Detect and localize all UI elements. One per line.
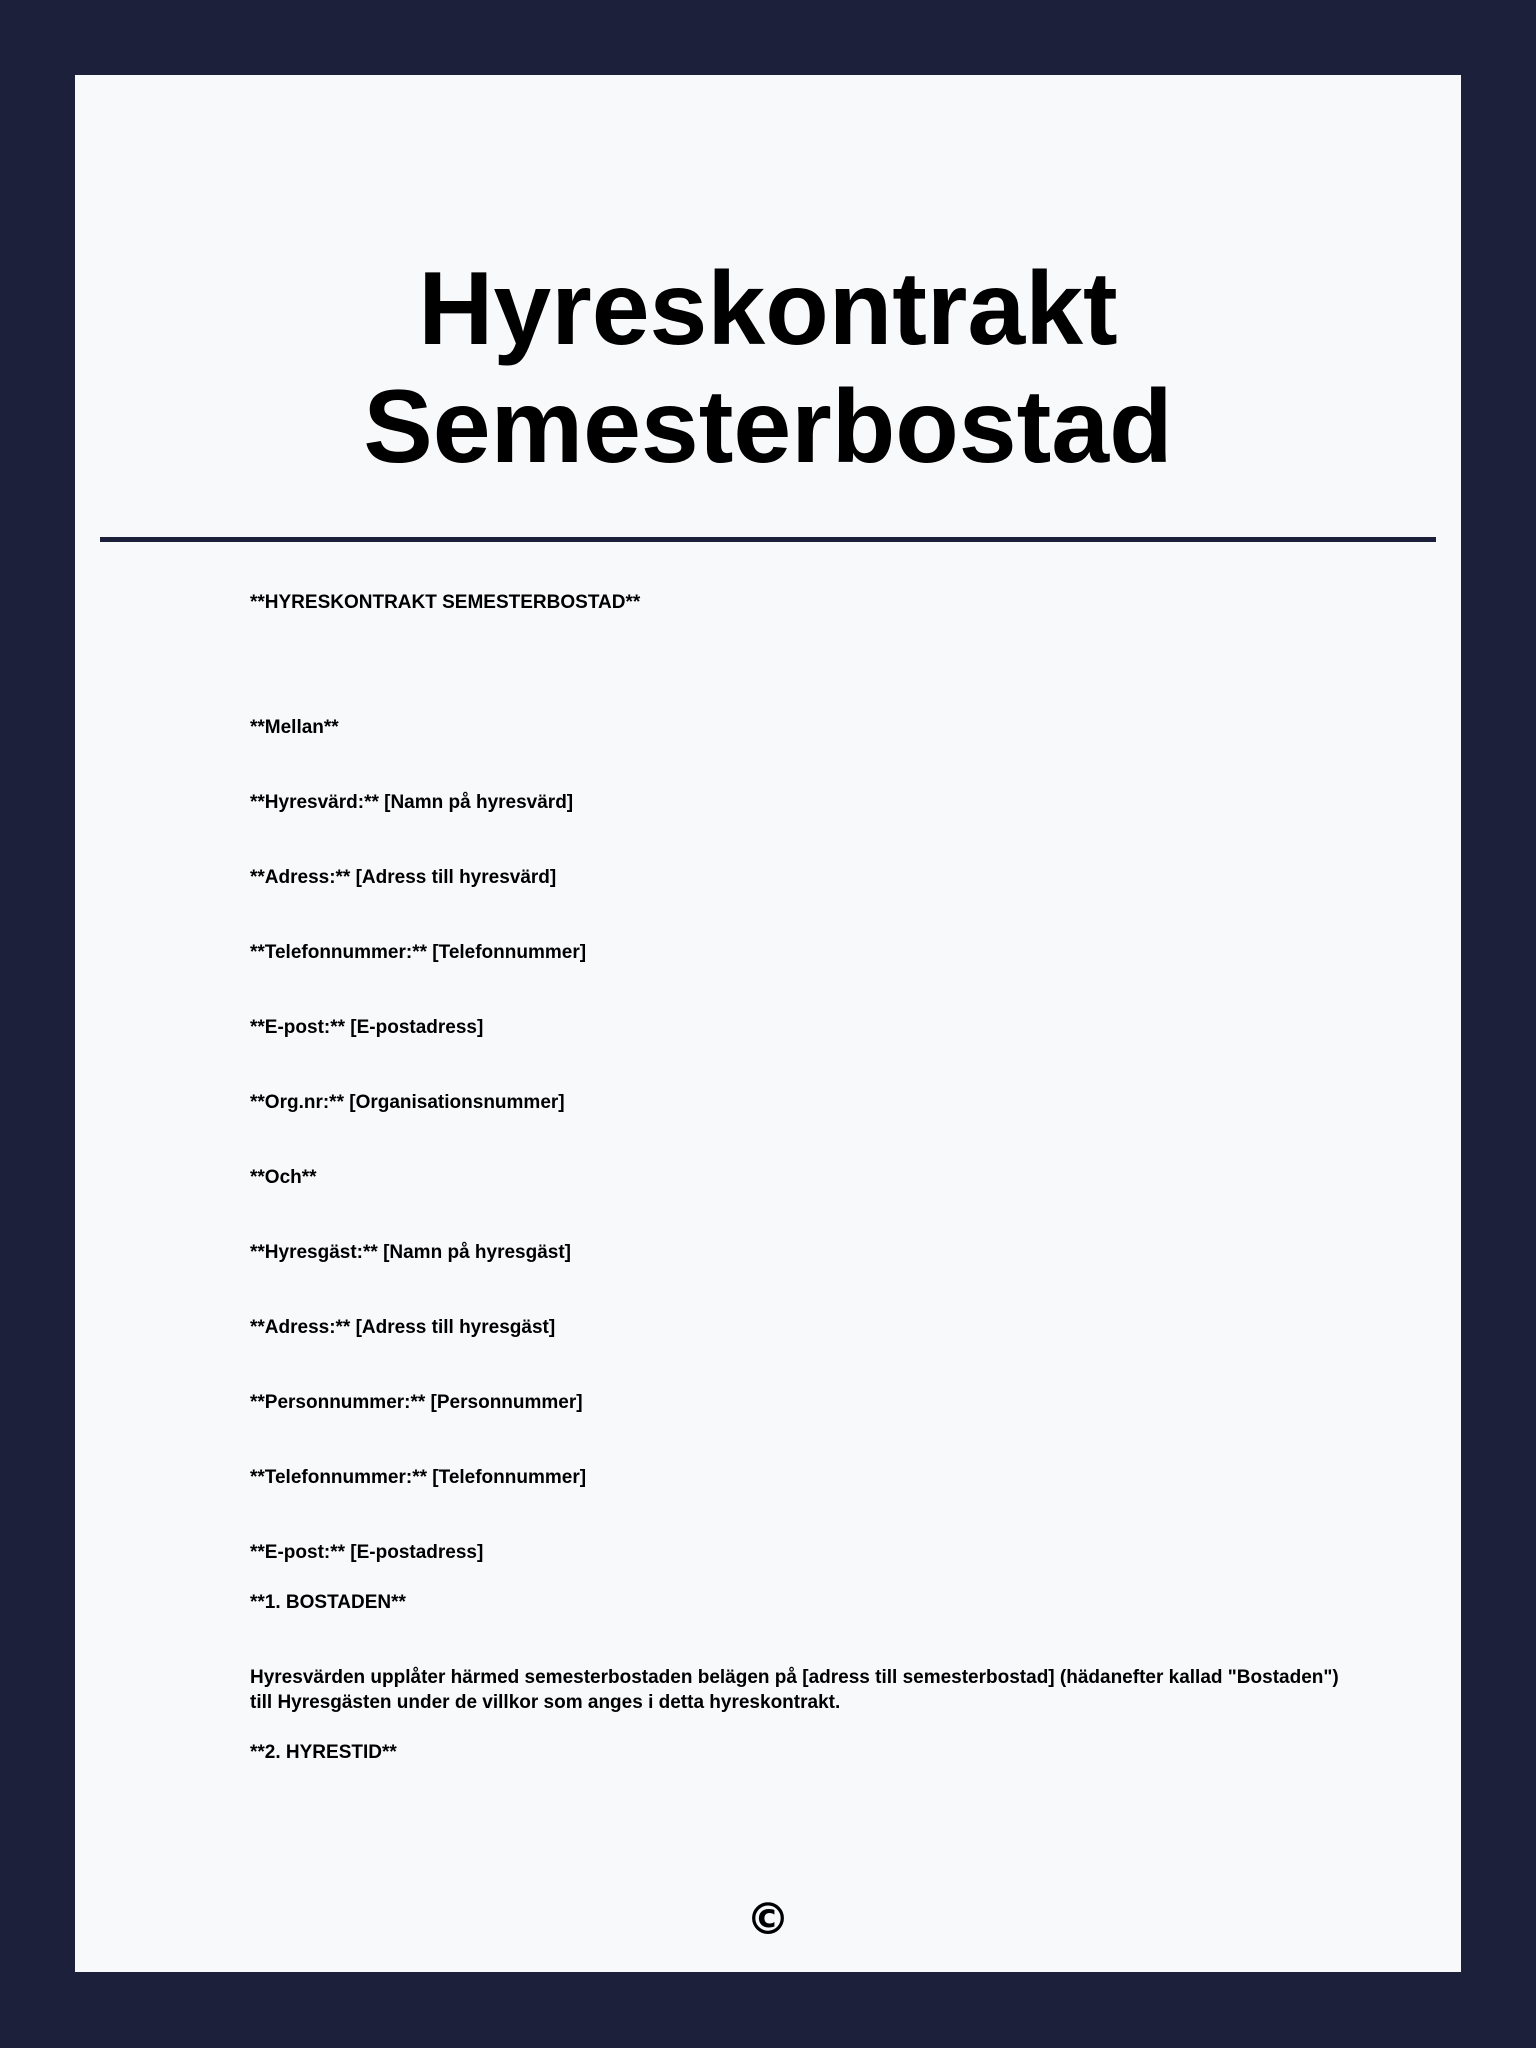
landlord-org-nr: **Org.nr:** [Organisationsnummer] xyxy=(250,1092,565,1113)
tenant-phone: **Telefonnummer:** [Telefonnummer] xyxy=(250,1467,587,1488)
landlord-name: **Hyresvärd:** [Namn på hyresvärd] xyxy=(250,792,574,813)
och-label: **Och** xyxy=(250,1167,317,1188)
contract-heading: **HYRESKONTRAKT SEMESTERBOSTAD** xyxy=(250,592,641,613)
tenant-address: **Adress:** [Adress till hyresgäst] xyxy=(250,1317,556,1338)
title-line-1: Hyreskontrakt xyxy=(418,251,1118,367)
tenant-name: **Hyresgäst:** [Namn på hyresgäst] xyxy=(250,1242,572,1263)
mellan-label: **Mellan** xyxy=(250,717,339,738)
copyright-icon: © xyxy=(746,1894,790,1945)
section-2-heading: **2. HYRESTID** xyxy=(250,1742,397,1763)
landlord-phone: **Telefonnummer:** [Telefonnummer] xyxy=(250,942,587,963)
tenant-email: **E-post:** [E-postadress] xyxy=(250,1542,484,1563)
section-1-heading: **1. BOSTADEN** xyxy=(250,1592,406,1613)
section-1-body: Hyresvärden upplåter härmed semesterbostaden belägen på [adress till semesterbostad] (hädanefter kallad "Bostaden") till Hyresgästen under de villkor som anges i detta hyreskontrakt. xyxy=(250,1667,1339,1713)
document-page xyxy=(75,75,1461,1972)
landlord-email: **E-post:** [E-postadress] xyxy=(250,1017,484,1038)
title-divider xyxy=(100,537,1436,542)
document-title xyxy=(75,250,1461,486)
tenant-personnummer: **Personnummer:** [Personnummer] xyxy=(250,1392,583,1413)
title-line-2: Semesterbostad xyxy=(363,369,1173,485)
landlord-address: **Adress:** [Adress till hyresvärd] xyxy=(250,867,557,888)
